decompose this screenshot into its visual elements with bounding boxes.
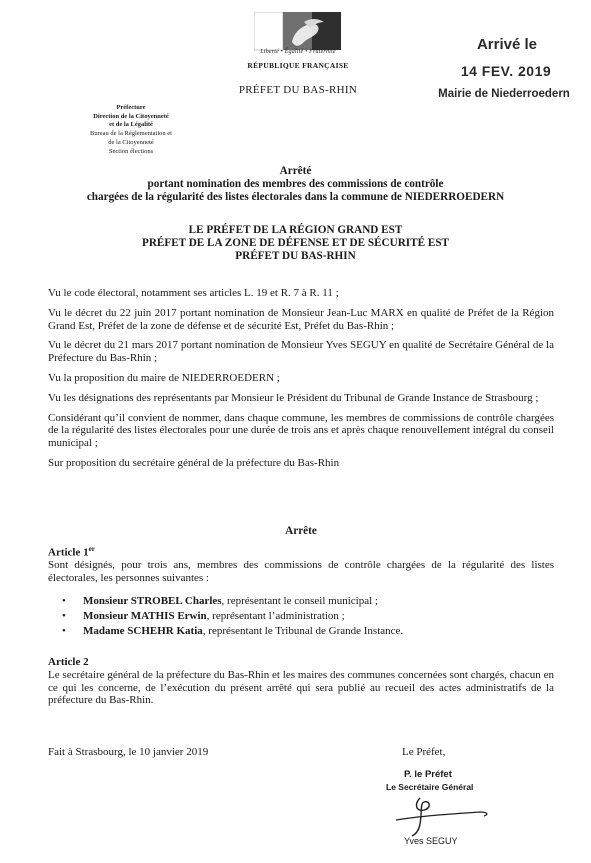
stamp-arrive-le: Arrivé le xyxy=(476,36,538,53)
received-stamp xyxy=(405,36,575,100)
considerants xyxy=(48,287,554,477)
handwritten-signature-icon xyxy=(390,790,500,838)
prefet-department: PRÉFET DU BAS-RHIN xyxy=(238,84,358,96)
authority-line: LE PRÉFET DE LA RÉGION GRAND EST xyxy=(188,224,403,236)
article-1-text: Sont désignés, pour trois ans, membres des commissions de contrôle chargées de la régularité des listes électorales, les personnes suivantes : xyxy=(48,559,554,585)
article-2-text: Le secrétaire général de la préfecture du Bas-Rhin et les maires des communes concernées sont chargés, chacun en ce qui les concerne, de l’exécution du présent arrêté qui sera publié au recueil des actes administratifs de la préfecture du Bas-Rhin. xyxy=(48,668,554,707)
considerant-paragraph: Vu le code électoral, notamment ses articles L. 19 et R. 7 à R. 11 ; xyxy=(48,287,339,299)
article-1-heading-text: Article 1 xyxy=(48,546,89,559)
considerant-paragraph: Vu les désignations des représentants par Monsieur le Président du Tribunal de Grande Instance de Strasbourg ; xyxy=(48,391,539,404)
considerant-paragraph: Vu la proposition du maire de NIEDERROEDERN ; xyxy=(48,371,280,384)
article-1 xyxy=(48,543,554,639)
signer-role: Le Préfet, xyxy=(402,746,446,758)
done-at: Fait à Strasbourg, le 10 janvier 2019 xyxy=(48,746,209,758)
title-line: portant nomination des membres des commissions de contrôle xyxy=(147,177,444,190)
member-role: , représentant l’administration ; xyxy=(206,609,345,622)
member-role: , représentant le conseil municipal ; xyxy=(221,595,378,608)
considerant-paragraph: Vu le décret du 21 mars 2017 portant nomination de Monsieur Yves SEGUY en qualité de Secrétaire Général de la Préfecture du Bas-Rhin ; xyxy=(48,339,554,365)
issuer-line: Section élections xyxy=(108,147,154,155)
article-2-heading: Article 2 xyxy=(48,656,89,668)
considerant-paragraph: Vu le décret du 22 juin 2017 portant nomination de Monsieur Jean-Luc MARX en qualité de Préfet de la Région Grand Est, Préfet de la zone de défense et de sécurité Est, Préfet du Bas-Rhin ; xyxy=(48,306,554,332)
signer-name: Yves SEGUY xyxy=(404,836,458,846)
signer-sg: Le Secrétaire Général xyxy=(386,782,474,792)
authority-block xyxy=(40,224,551,262)
article-1-heading xyxy=(48,543,554,559)
marianne-logo-icon xyxy=(254,12,342,52)
arrete-heading: Arrête xyxy=(285,525,317,537)
considerant-paragraph: Sur proposition du secrétaire général de la préfecture du Bas-Rhin xyxy=(48,456,340,469)
list-item xyxy=(48,610,554,623)
considerant-paragraph: Considérant qu’il convient de nommer, dans chaque commune, les membres de commissions de contrôle chargées de la régularité des listes électorales pour une durée de trois ans et après chaque renouvellement intégral du conseil municipal ; xyxy=(48,411,554,450)
stamp-date: 14 FEV. 2019 xyxy=(460,63,552,79)
member-role: , représentant le Tribunal de Grande Instance. xyxy=(202,624,404,637)
title-line: Arrêté xyxy=(279,165,312,177)
authority-line: PRÉFET DE LA ZONE DE DÉFENSE ET DE SÉCURITÉ EST xyxy=(141,236,450,249)
article-1-heading-sup: er xyxy=(88,545,95,553)
member-name: Monsieur MATHIS Erwin xyxy=(83,609,207,622)
issuer-line: Préfecture xyxy=(116,104,146,111)
issuer-line: Bureau de la Réglementation et xyxy=(90,130,172,138)
member-name: Monsieur STROBEL Charles xyxy=(83,595,222,608)
signer-p: P. le Préfet xyxy=(404,769,452,780)
authority-line: PRÉFET DU BAS-RHIN xyxy=(235,249,356,262)
issuer-line: Direction de la Citoyenneté xyxy=(93,112,169,120)
title-line: chargées de la régularité des listes électorales dans la commune de NIEDERROEDERN xyxy=(86,190,505,203)
republic-name: RÉPUBLIQUE FRANÇAISE xyxy=(247,61,349,70)
stamp-mairie: Mairie de Niederroedern xyxy=(438,88,570,100)
issuer-block xyxy=(60,104,202,156)
bullet-icon: • xyxy=(62,609,66,622)
republic-motto: Liberté • Égalité • Fraternité xyxy=(260,49,336,55)
bullet-icon: • xyxy=(62,624,66,637)
issuer-line: et de la Légalité xyxy=(109,121,153,129)
list-item xyxy=(48,595,554,608)
article-2 xyxy=(48,656,554,707)
member-name: Madame SCHEHR Katia xyxy=(83,624,203,637)
document-title xyxy=(40,165,551,203)
issuer-line: de la Citoyenneté xyxy=(108,138,154,146)
member-list xyxy=(48,595,554,637)
list-item xyxy=(48,625,554,638)
bullet-icon: • xyxy=(62,595,66,608)
